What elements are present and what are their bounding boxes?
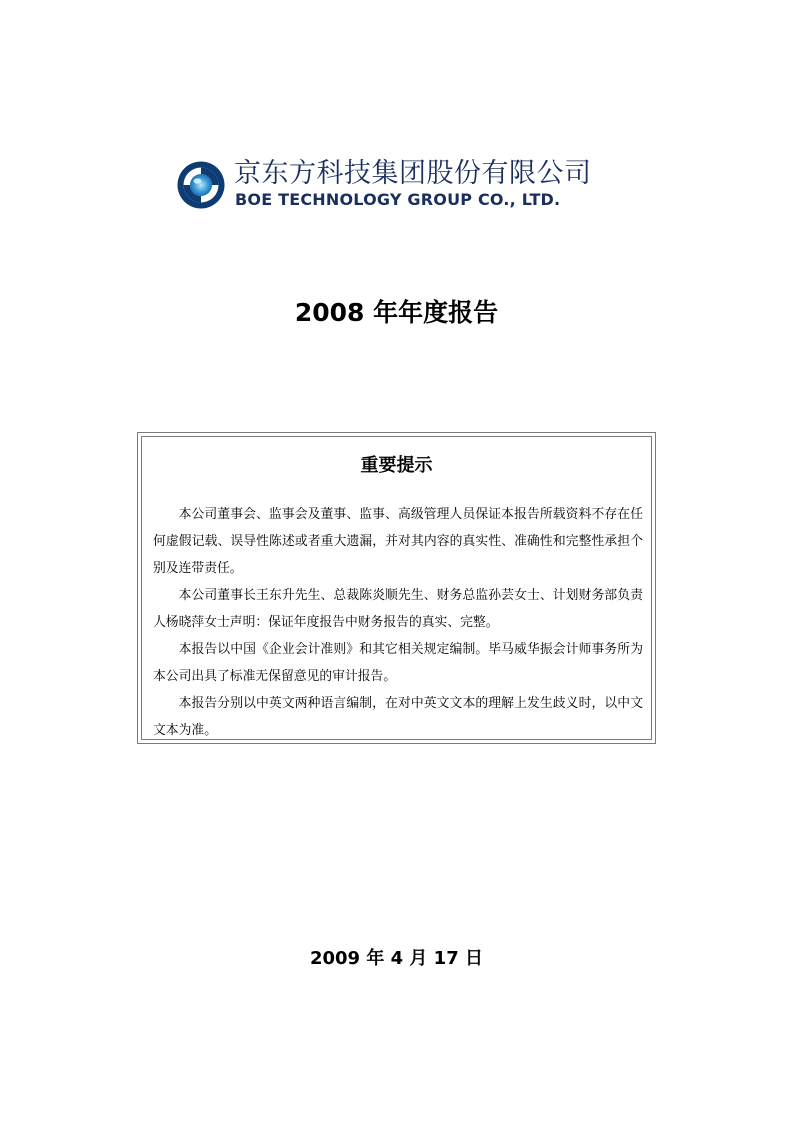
notice-inner-frame [141, 436, 652, 740]
boe-logo-icon [176, 160, 226, 210]
report-title: 2008 年年度报告 [294, 298, 499, 327]
report-date: 2009 年 4 月 17 日 [309, 948, 483, 969]
company-logo [176, 158, 616, 214]
notice-heading: 重要提示 [360, 455, 433, 476]
company-name-cn: 京东方科技集团股份有限公司 [234, 158, 592, 189]
notice-paragraph-audit: 本报告以中国《企业会计准则》和其它相关规定编制。毕马威华振会计师事务所为本公司出具了标准无保留意见的审计报告。 [153, 642, 643, 684]
notice-paragraph-responsibility: 本公司董事会、监事会及董事、监事、高级管理人员保证本报告所载资料不存在任何虚假记载、误导性陈述或者重大遗漏，并对其内容的真实性、准确性和完整性承担个别及连带责任。 [153, 507, 643, 576]
notice-paragraph-declaration: 本公司董事长王东升先生、总裁陈炎顺先生、财务总监孙芸女士、计划财务部负责人杨晓萍女士声明：保证年度报告中财务报告的真实、完整。 [153, 588, 643, 630]
notice-paragraph-language: 本报告分别以中英文两种语言编制，在对中英文文本的理解上发生歧义时，以中文文本为准。 [153, 696, 643, 738]
important-notice-box [137, 432, 656, 744]
notice-body [153, 501, 643, 744]
company-name-en: BOE TECHNOLOGY GROUP CO., LTD. [235, 190, 561, 209]
